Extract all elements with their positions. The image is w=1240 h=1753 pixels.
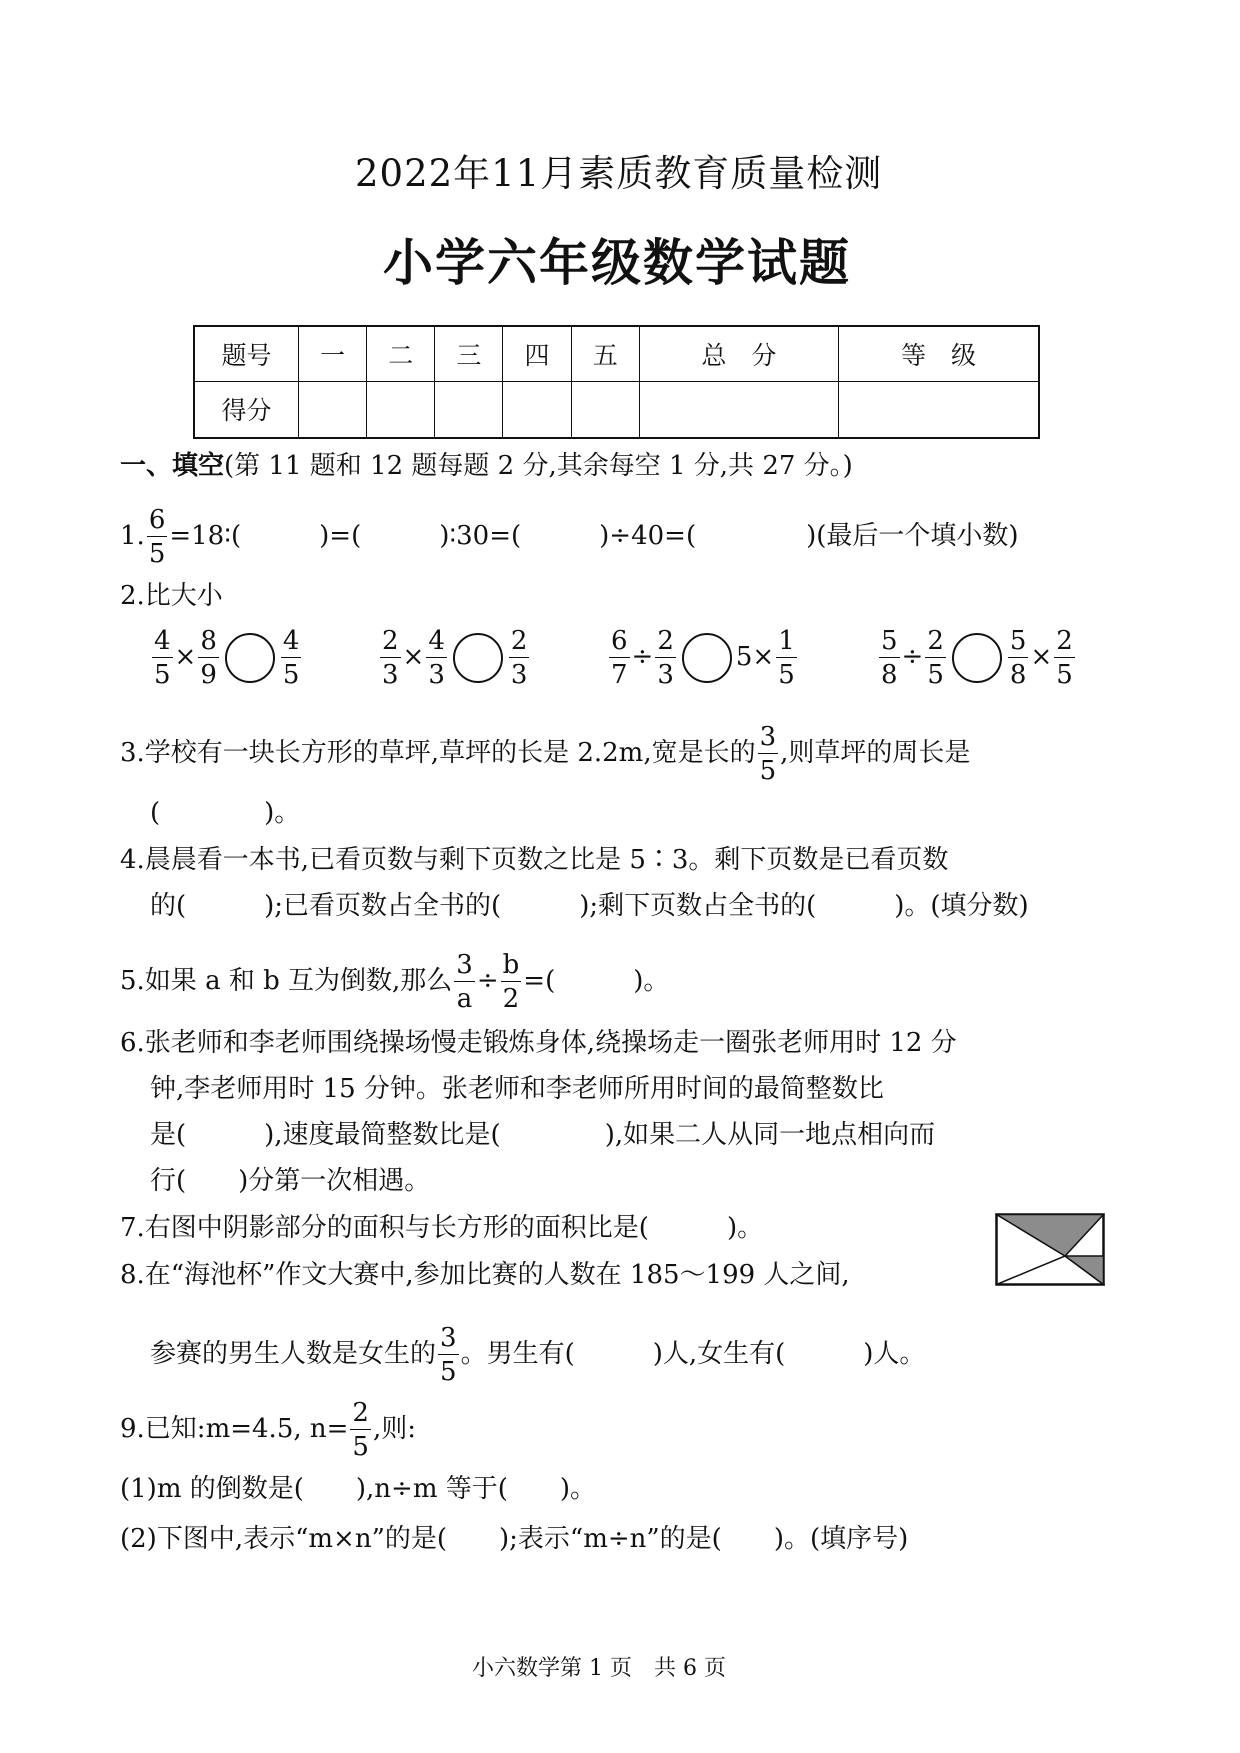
fraction-numerator: 2: [657, 626, 674, 656]
fraction-denominator: a: [456, 984, 473, 1014]
fraction-numerator: 3: [440, 1323, 457, 1353]
score-cell-total[interactable]: [639, 381, 838, 438]
score-cell-4[interactable]: [503, 381, 571, 438]
fraction: [776, 628, 797, 688]
score-cell-2[interactable]: [367, 381, 435, 438]
question-3-answer-line[interactable]: ( )。: [150, 798, 301, 828]
fraction-denominator: 5: [927, 660, 944, 690]
fraction: [438, 1325, 459, 1385]
q1-text-3: )∶30=(: [439, 521, 522, 551]
question-1: [120, 507, 1019, 567]
score-table-header-row: [194, 326, 1039, 381]
fraction-numerator: 6: [611, 626, 628, 656]
shaded-rectangle-figure: [995, 1213, 1105, 1286]
score-col-grade: 等 级: [838, 326, 1039, 381]
score-table-score-row: [194, 381, 1039, 438]
operand: 5×: [735, 642, 775, 672]
fraction-denominator: 9: [200, 660, 217, 690]
fraction-denominator: 7: [611, 660, 628, 690]
fraction-denominator: 3: [657, 660, 674, 690]
fraction-denominator: 3: [510, 660, 528, 690]
question-4-line-1: 4.晨晨看一本书,已看页数与剩下页数之比是 5∶3。剩下页数是已看页数: [120, 845, 949, 875]
question-6-line-3: 是( ),速度最简整数比是( ),如果二人从同一地点相向而: [150, 1120, 936, 1150]
question-1-number: 1.: [120, 521, 145, 551]
fraction-denominator: 2: [502, 984, 520, 1014]
fraction: [1008, 628, 1029, 688]
fraction-numerator: 3: [759, 722, 777, 752]
score-col-1: 一: [299, 326, 367, 381]
score-col-5: 五: [571, 326, 639, 381]
fraction-numerator: 5: [881, 626, 898, 656]
question-4-line-2: 的( );已看页数占全书的( );剩下页数占全书的( )。(填分数): [150, 891, 1029, 921]
score-cell-5[interactable]: [571, 381, 639, 438]
question-3-text-end: ,则草坪的周长是: [780, 738, 971, 768]
question-9-text-end: ,则:: [372, 1414, 416, 1444]
question-8-line-2: [150, 1325, 925, 1385]
operator: ÷: [476, 966, 499, 996]
question-7: 7.右图中阴影部分的面积与长方形的面积比是( )。: [120, 1213, 764, 1243]
question-1-fraction: [147, 507, 168, 567]
operator: ÷: [631, 642, 654, 672]
score-cell-1[interactable]: [299, 381, 367, 438]
question-9-part-1: (1)m 的倒数是( ),n÷m 等于( )。: [120, 1474, 597, 1504]
fraction-numerator: 5: [1009, 626, 1027, 656]
page-footer: 小六数学第 1 页 共 6 页: [472, 1656, 726, 1681]
question-8-text: 参赛的男生人数是女生的: [150, 1339, 437, 1369]
question-9-text: 9.已知:m=4.5, n=: [120, 1414, 349, 1444]
operator: ×: [1030, 642, 1053, 672]
fraction-denominator: 5: [1056, 660, 1073, 690]
fraction-numerator: 2: [927, 626, 944, 656]
question-6-line-2: 钟,李老师用时 15 分钟。张老师和李老师所用时间的最简整数比: [150, 1074, 884, 1104]
score-table: [193, 325, 1040, 439]
fraction: [879, 628, 900, 688]
section-1-title: 一、填空: [120, 451, 225, 481]
question-9-part-2: (2)下图中,表示“m×n”的是( );表示“m÷n”的是( )。(填序号): [120, 1524, 909, 1554]
compare-circle-d[interactable]: [952, 633, 1002, 683]
fraction: [426, 628, 447, 688]
fraction-denominator: 5: [778, 660, 795, 690]
fraction-denominator: 5: [759, 756, 777, 786]
section-1-note: (第 11 题和 12 题每题 2 分,其余每空 1 分,共 27 分。): [224, 451, 853, 481]
fraction: [350, 1400, 371, 1460]
fraction-numerator: 4: [154, 626, 171, 656]
q1-text-4: )÷40=(: [599, 521, 697, 551]
fraction-denominator: 3: [428, 660, 445, 690]
fraction-denominator: 8: [881, 660, 898, 690]
fraction-numerator: b: [502, 950, 520, 980]
score-col-4: 四: [503, 326, 571, 381]
exam-subtitle: 2022年11月素质教育质量检测: [355, 152, 883, 195]
compare-circle-b[interactable]: [453, 633, 503, 683]
score-col-2: 二: [367, 326, 435, 381]
question-8-text-end: 。男生有( )人,女生有( )人。: [460, 1339, 926, 1369]
fraction-numerator: 2: [382, 626, 399, 656]
operator: ÷: [901, 642, 924, 672]
q1-text-1: =18∶(: [169, 521, 242, 551]
compare-circle-a[interactable]: [225, 633, 275, 683]
fraction-numerator: 6: [148, 505, 166, 535]
score-cell-grade[interactable]: [838, 381, 1039, 438]
fraction-denominator: 5: [282, 660, 300, 690]
score-table-label-score: 得分: [194, 381, 299, 438]
fraction: [609, 628, 630, 688]
section-1-heading: [120, 453, 853, 479]
fraction: [925, 628, 946, 688]
compare-item-a: [150, 628, 303, 688]
question-2-title: 2.比大小: [120, 581, 223, 611]
fraction-denominator: 3: [382, 660, 399, 690]
fraction: [501, 952, 522, 1012]
fraction-numerator: 4: [428, 626, 445, 656]
question-9: [120, 1400, 416, 1460]
compare-item-c: [607, 628, 799, 688]
fraction-denominator: 5: [352, 1432, 369, 1462]
question-8-line-1: 8.在“海池杯”作文大赛中,参加比赛的人数在 185～199 人之间,: [120, 1260, 850, 1290]
question-5-text-end: =( )。: [523, 966, 670, 996]
operator: ×: [174, 642, 197, 672]
fraction: [281, 628, 302, 688]
question-3-text: 3.学校有一块长方形的草坪,草坪的长是 2.2m,宽是长的: [120, 738, 756, 768]
fraction: [380, 628, 401, 688]
score-table-label-number: 题号: [194, 326, 299, 381]
fraction: [758, 724, 779, 784]
fraction-numerator: 2: [1056, 626, 1073, 656]
compare-item-b: [378, 628, 531, 688]
fraction-numerator: 3: [456, 950, 473, 980]
question-5: [120, 952, 669, 1012]
q1-text-2: )=(: [319, 521, 362, 551]
question-3: [120, 724, 970, 784]
fraction: [655, 628, 676, 688]
fraction: [509, 628, 530, 688]
compare-item-d: [877, 628, 1077, 688]
exam-title: 小学六年级数学试题: [383, 233, 851, 292]
fraction-numerator: 8: [200, 626, 217, 656]
q1-text-5: )(最后一个填小数): [806, 521, 1019, 551]
fraction: [152, 628, 173, 688]
fraction-denominator: 8: [1009, 660, 1027, 690]
fraction-numerator: 2: [510, 626, 528, 656]
fraction-denominator: 5: [148, 539, 166, 569]
fraction-denominator: 5: [440, 1357, 457, 1387]
fraction: [198, 628, 219, 688]
score-col-total: 总 分: [639, 326, 838, 381]
question-6-line-1: 6.张老师和李老师围绕操场慢走锻炼身体,绕操场走一圈张老师用时 12 分: [120, 1028, 957, 1058]
question-6-line-4: 行( )分第一次相遇。: [150, 1166, 431, 1196]
fraction-denominator: 5: [154, 660, 171, 690]
fraction: [454, 952, 475, 1012]
fraction-numerator: 2: [352, 1398, 369, 1428]
score-col-3: 三: [435, 326, 503, 381]
compare-circle-c[interactable]: [682, 633, 732, 683]
operator: ×: [402, 642, 425, 672]
fraction: [1054, 628, 1075, 688]
question-5-text: 5.如果 a 和 b 互为倒数,那么: [120, 966, 453, 996]
score-cell-3[interactable]: [435, 381, 503, 438]
fraction-numerator: 1: [778, 626, 795, 656]
fraction-numerator: 4: [282, 626, 300, 656]
